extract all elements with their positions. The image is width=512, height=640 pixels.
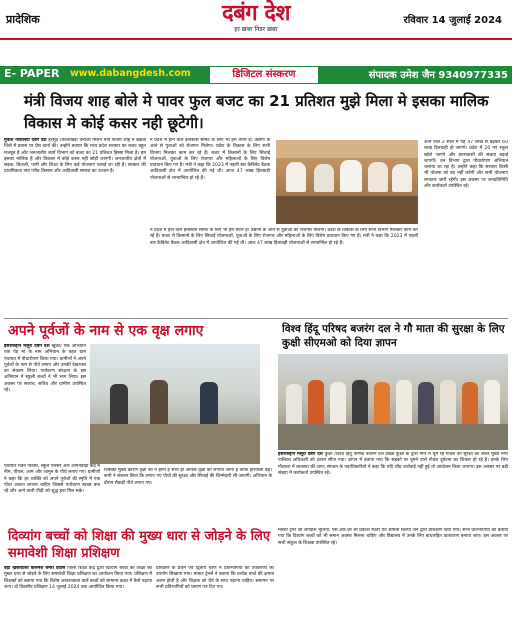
vhp-story-body [278, 452, 508, 524]
masthead [0, 0, 512, 38]
school-body-3: मास्टर ट्रेनर श्री जगदीश भूतिया, एस.आर.जी श्री प्रकाश राठौर एवं श्रीमती शिल्पा जैन द्वारा प्रशिक्षण दिया गया। सभी प्रतिभागियों को बताया गया कि दिव्यांग बच्चों को भी समान अवसर मिलना चाहिए और विद्यालय में उनके लिए बाधारहित वातावरण बनाया जाए। इस अवसर पर सभी संकुल के शिक्षक उपस्थित रहे। [278, 528, 508, 546]
lead-photo-person [392, 164, 412, 192]
lead-photo-table [276, 196, 418, 224]
lead-photo-person [314, 164, 334, 192]
vhp-headline: विश्व हिंदू परिषद बजरंग दल ने गौ माता की सुरक्षा के लिए कुक्षी सीएमओ को दिया ज्ञापन [282, 323, 505, 349]
tree-byline: इसरारुद्दीन मंसूरी दबंग देश [4, 344, 50, 349]
vhp-photo [278, 354, 508, 450]
tree-story-col-3 [104, 468, 272, 524]
section-divider [4, 318, 508, 319]
vhp-photo-person [440, 380, 456, 424]
lead-body-1: हरसूद /कालाखेड़ा वन्यजी मिशन मंत्री विजय शाह ने खंडवा जिले में प्रवास पर प्रेस वार्ता की। उन्होंने बताया कि मध्य प्रदेश सरकार का बजट बहुत मजबूत है और जनजातीय कार्य विभाग को बजट का 21 प्रतिशत हिस्सा मिला है। हम इसका मालिक हैं और विकास में कोई कसर नहीं छोड़ी जाएगी। जनजातीय क्षेत्रों में सड़क, बिजली, पानी और शिक्षा के लिए कई योजनाएं चलाई जा रही हैं। सरकार की प्राथमिकता गांव गरीब किसान और आदिवासी समाज का उत्थान है। [4, 138, 146, 175]
vhp-photo-person [330, 382, 346, 424]
lead-story-col-3 [424, 140, 508, 316]
vhp-photo-person [374, 382, 390, 424]
digital-edition-badge: डिजिटल संस्करण [210, 67, 318, 83]
lead-body-2b: ने प्रदेश में होने वाले इन्वेस्टर्स समिट के लिए भी हम तैयार हैं। उद्योगों के आने से युवाओं को रोजगार मिलेगा। प्रदेश के विकास के लिए सभी विभाग मिलकर काम कर रहे हैं। बजट में किसानों के लिए सिंचाई योजनाओं, युवाओं के लिए रोजगार और महिलाओं के लिए विशेष प्रावधान किए गए हैं। मंत्री ने कहा कि 2023 में पहली बार कैबिनेट बैठक आदिवासी क्षेत्र में आयोजित की गई थी। आज 47 लाख हितग्राही योजनाओं से लाभान्वित हो रहे हैं। [150, 228, 418, 246]
lead-body-3: आने वाले 2 साल में यह 47 लाख से बढ़कर 60 लाख हितग्राही हो जाएंगे। प्रदेश में 20 नए स्कूल खोले जाएंगे और छात्रावासों की संख्या बढ़ाई जाएगी। वन विभाग द्वारा पौधारोपण अभियान चलाया जा रहा है। उन्होंने कहा कि सरकार किसी भी योजना को बंद नहीं करेगी और सभी योजनाएं लगातार जारी रहेंगी। इस अवसर पर जनप्रतिनिधि और कार्यकर्ता उपस्थित रहे। [424, 140, 508, 190]
school-story-col-1 [4, 566, 152, 638]
tree-story-col-1 [4, 344, 86, 462]
lead-photo-backdrop [276, 140, 418, 158]
lead-photo-person [340, 160, 362, 192]
vhp-photo-person [352, 380, 368, 424]
lead-story-col-2-bottom [150, 228, 418, 316]
tree-body-2: पंचायत भवन परिसर, स्कूल परिसर और आंगनवाड़ी केंद्र में नीम, पीपल, आम और जामुन के पौधे लगाए गए। ग्रामीणों ने कहा कि हर व्यक्ति को अपने पूर्वजों की स्मृति में एक पौधा अवश्य लगाना चाहिए जिससे पर्यावरण स्वच्छ बना रहे और आने वाली पीढ़ी को शुद्ध हवा मिल सके। [4, 464, 100, 495]
vhp-photo-person [286, 384, 302, 424]
logo-text: दबंग देश [222, 1, 290, 26]
tree-photo [90, 344, 260, 464]
school-body-1: जिला शिक्षा केंद्र द्वारा दिव्यांग बच्चों को शिक्षा की मुख्य धारा से जोड़ने के लिए समावेशी शिक्षा प्रशिक्षण का आयोजन किया गया। प्रशिक्षण में शिक्षकों को बताया गया कि विशेष आवश्यकता वाले बच्चों को सामान्य कक्षा में कैसे पढ़ाया जाए। दो दिवसीय प्रशिक्षण 14 जुलाई 2024 तक आयोजित किया गया। [4, 566, 152, 590]
vhp-photo-person [396, 380, 412, 424]
lead-byline: मुकेश नावलियाँ दबंग देश [4, 138, 47, 143]
school-byline: बड़ी खबरवाला कलमेश बमरा देवास [4, 566, 66, 571]
vhp-body: कुक्षी /विश्व हिंदू परिषद बजरंग दल प्रखंड कुक्षी के द्वारा नगर में घूम रहे गौवंश की सुरक्षा को लेकर मुख्य नगर पालिका अधिकारी को ज्ञापन सौंपा गया। ज्ञापन में बताया गया कि सड़कों पर घूमने वाले गौवंश दुर्घटना का शिकार हो रहे हैं। इनके लिए गौशाला में व्यवस्था की जाए। संगठन के पदाधिकारियों ने कहा कि यदि शीघ्र कार्रवाई नहीं हुई तो आंदोलन किया जाएगा। इस अवसर पर बड़ी संख्या में कार्यकर्ता उपस्थित रहे। [278, 452, 508, 476]
epaper-label: E- PAPER [4, 67, 60, 80]
vhp-photo-person [308, 380, 324, 424]
tree-photo-ground [90, 424, 260, 464]
tree-body-1: खुकी/ एक अभियान एक पेड़ मां के नाम अभियान के तहत ग्राम पंचायत में पौधारोपण किया गया। ग्रामीणों ने अपने पूर्वजों के नाम से पौधे लगाए और उनकी देखभाल का संकल्प लिया। पर्यावरण संरक्षण के इस अभियान में स्कूली बच्चों ने भी भाग लिया। इस अवसर पर सरपंच, सचिव और ग्रामीण उपस्थित रहे। [4, 344, 86, 394]
vhp-photo-person [484, 380, 500, 424]
vhp-photo-person [462, 382, 478, 424]
tree-headline: अपने पूर्वजों के नाम से एक वृक्ष लगाए [8, 323, 204, 339]
tree-body-3: जिसका मुख्य कारण वृक्षों का न होना है साथ ही अधिक वृक्षों को लगाया जाना है ताकि हरियाली बढ़े। सभी ने संकल्प लिया कि लगाए गए पौधों की सुरक्षा और सिंचाई की जिम्मेदारी ली जाएगी। अभियान के दौरान सैकड़ों पौधे लगाए गए। [104, 468, 272, 486]
ad-space [0, 40, 512, 66]
website-link[interactable]: www.dabangdesh.com [70, 68, 191, 79]
school-body-2: प्रशिक्षण के प्रथम एवं द्वितीय चरण में प्रतिभागियों को उपकरणों का उपयोग सिखाया गया। मास्टर ट्रेनर्स ने बताया कि प्रत्येक बच्चे की क्षमता अलग होती है और शिक्षक को धैर्य के साथ पढ़ाना चाहिए। समापन पर सभी प्रतिभागियों को प्रमाण पत्र दिए गए। [156, 566, 274, 590]
tagline: हर ख़बर निडर ख़बर [234, 26, 278, 33]
school-story-col-2 [156, 566, 274, 638]
issue-date: रविवार 14 जुलाई 2024 [403, 15, 502, 26]
lead-headline: मंत्री विजय शाह बोले मे पावर फुल बजट का 21 प्रतिशत मुझे मिला मे इसका मालिक विकास मे कोई कसर नही छूटेगी। [24, 92, 489, 132]
lead-story-col-2-top [150, 138, 270, 195]
edition-label: प्रादेशिक [6, 13, 40, 26]
editor-contact: संपादक उमेश जैन 9340977335 [368, 70, 508, 81]
vhp-photo-person [418, 382, 434, 424]
newspaper-logo [168, 2, 344, 36]
tree-photo-person [200, 382, 218, 424]
school-headline: दिव्यांग बच्चों को शिक्षा की मुख्य धारा से जोड़ने के लिए समावेशी शिक्षा प्रशिक्षण [8, 529, 271, 561]
lead-photo [276, 140, 418, 224]
tree-photo-person [110, 384, 128, 424]
lead-photo-person [368, 162, 388, 192]
vhp-byline: इसरारुद्दीन मंसूरी दबंग देश [278, 452, 323, 457]
tree-photo-person [150, 380, 168, 424]
school-story-col-3 [278, 528, 508, 638]
lead-story-col-1 [4, 138, 146, 316]
lead-photo-person [286, 162, 306, 192]
vhp-photo-ground [278, 424, 508, 450]
lead-body-2: ने प्रदेश में होने वाले इन्वेस्टर्स समिट के लिए भी हम तैयार हैं। उद्योगों के आने से युवाओं को रोजगार मिलेगा। प्रदेश के विकास के लिए सभी विभाग मिलकर काम कर रहे हैं। बजट में किसानों के लिए सिंचाई योजनाओं, युवाओं के लिए रोजगार और महिलाओं के लिए विशेष प्रावधान किए गए हैं। मंत्री ने कहा कि 2023 में पहली बार कैबिनेट बैठक आदिवासी क्षेत्र में आयोजित की गई थी। आज 47 लाख हितग्राही योजनाओं से लाभान्वित हो रहे हैं। [150, 138, 270, 181]
